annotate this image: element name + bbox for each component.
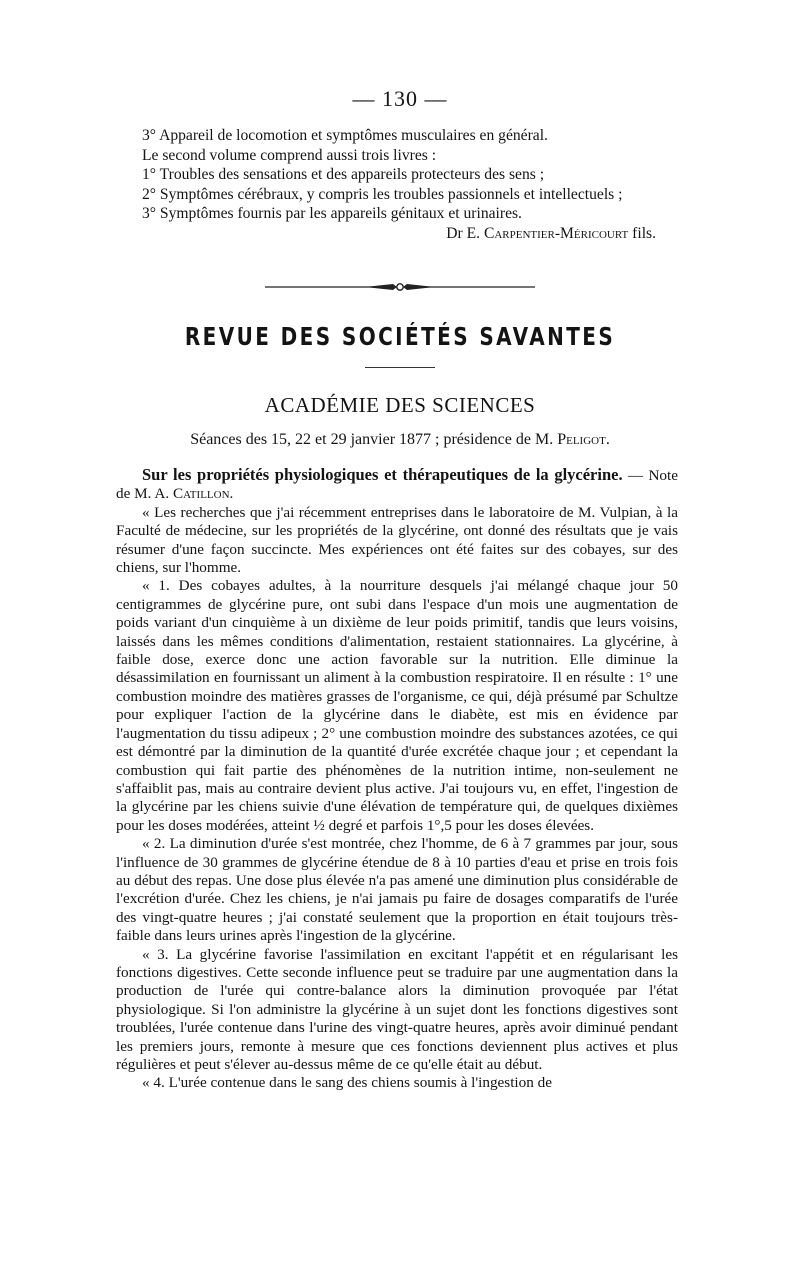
section-title: REVUE DES SOCIÉTÉS SAVANTES (184, 322, 616, 351)
signature-name: Carpentier-Méricourt (483, 224, 629, 242)
article-title: Sur les propriétés physiologiques et thérapeutiques de la glycérine. (142, 465, 623, 484)
article-body (116, 466, 678, 1093)
note-author: Catillon (172, 485, 230, 503)
paragraph: « Les recherches que j'ai récemment entreprises dans le laboratoire de M. Vulpian, à la Faculté de médecine, sur les propriétés de la glycérine, ont donné des résultats que je vais résumer d'une façon succincte. Mes expériences ont été faites sur des cobayes, sur des chiens, sur l'homme. (116, 503, 678, 577)
signature-suffix: fils. (628, 224, 656, 242)
page-number: — 130 — (352, 86, 448, 111)
note-prefix: — Note de M. A. (116, 467, 678, 503)
academy-heading: ACADÉMIE DES SCIENCES (264, 393, 536, 417)
president-name: Peligot (557, 431, 606, 448)
paragraph: « 2. La diminution d'urée s'est montrée, chez l'homme, de 6 à 7 grammes par jour, sous l'influence de 30 grammes de glycérine étendue de 8 à 10 parties d'eau et prise en trois fois au début des repas. Une dose plus élevée n'a pas amené une diminution plus considérable de l'excrétion d'urée. Chez les chiens, je n'ai jamais pu faire de dosages comparatifs de l'urée des vingt-quatre heures ; j'ai constaté seulement que la proportion en était toujours très-faible dans leurs urines après l'ingestion de la glycérine. (116, 835, 678, 945)
paragraph: « 3. La glycérine favorise l'assimilation en excitant l'appétit et en régularisant les fonctions digestives. Cette seconde influence peut se traduire par une augmentation dans la production de l'urée qui contre-balance alors la diminution provoquée par l'état physiologique. Si l'on administre la glycérine à un sujet dont les fonctions digestives sont troublées, l'urée contenue dans l'urine des vingt-quatre heures, après avoir diminué pendant les premiers jours, remonte à mesure que ces fonctions deviennent plus actives et plus régulières et peut s'élever au-dessus même de ce qu'elle était au début. (116, 945, 678, 1073)
title-rule (365, 367, 435, 368)
top-line-1: 3° Appareil de locomotion et symptômes musculaires en général. (142, 127, 548, 144)
top-line-3: 1° Troubles des sensations et des appareils protecteurs des sens ; (142, 166, 545, 183)
session-line (0, 431, 800, 449)
paragraph: « 1. Des cobayes adultes, à la nourriture desquels j'ai mélangé chaque jour 50 centigrammes de glycérine pure, ont subi dans l'espace d'un mois une augmentation de poids variant d'un cinquième à un dixième de leur poids primitif, tandis que leurs voisins, laissés dans les mêmes conditions d'alimentation, restaient stationnaires. La glycérine, à faible dose, exerce donc une action favorable sur la nutrition. Elle diminue la désassimilation en fournissant un aliment à la combustion respiratoire. Il en résulte : 1° une combustion moindre des matières grasses de l'organisme, ce qui, déjà présumé par Schultze pour expliquer l'action de la glycérine dans le diabète, est mis en évidence par l'augmentation du tissu adipeux ; 2° une combustion moindre des substances azotées, ce qui est démontré par la diminution de la quantité d'urée excrétée chaque jour ; et cependant la combustion qui fait partie des phénomènes de la nutrition intime, non-seulement ne s'affaiblit pas, mais au contraire devient plus active. J'ai toujours vu, en effet, l'ingestion de la glycérine par les chiens suivie d'une élévation de température qui, de quelques dixièmes pour les doses modérées, atteint ½ degré et parfois 1°,5 pour les doses élevées. (116, 577, 678, 834)
article-heading (116, 466, 678, 504)
signature-prefix: Dr E. (446, 224, 484, 242)
top-line-4: 2° Symptômes cérébraux, y compris les troubles passionnels et intellectuels ; (142, 185, 623, 203)
note-suffix: . (229, 485, 234, 503)
top-line-2: Le second volume comprend aussi trois livres : (142, 146, 437, 164)
paragraph: « 4. L'urée contenue dans le sang des chiens soumis à l'ingestion de (142, 1074, 552, 1092)
signature (116, 224, 678, 244)
top-continuation (116, 126, 678, 243)
sessions-suffix: . (605, 431, 610, 448)
top-line-5: 3° Symptômes fournis par les appareils génitaux et urinaires. (142, 205, 522, 222)
sessions-text: Séances des 15, 22 et 29 janvier 1877 ; présidence de M. (190, 431, 558, 448)
ornament-divider (265, 280, 535, 294)
